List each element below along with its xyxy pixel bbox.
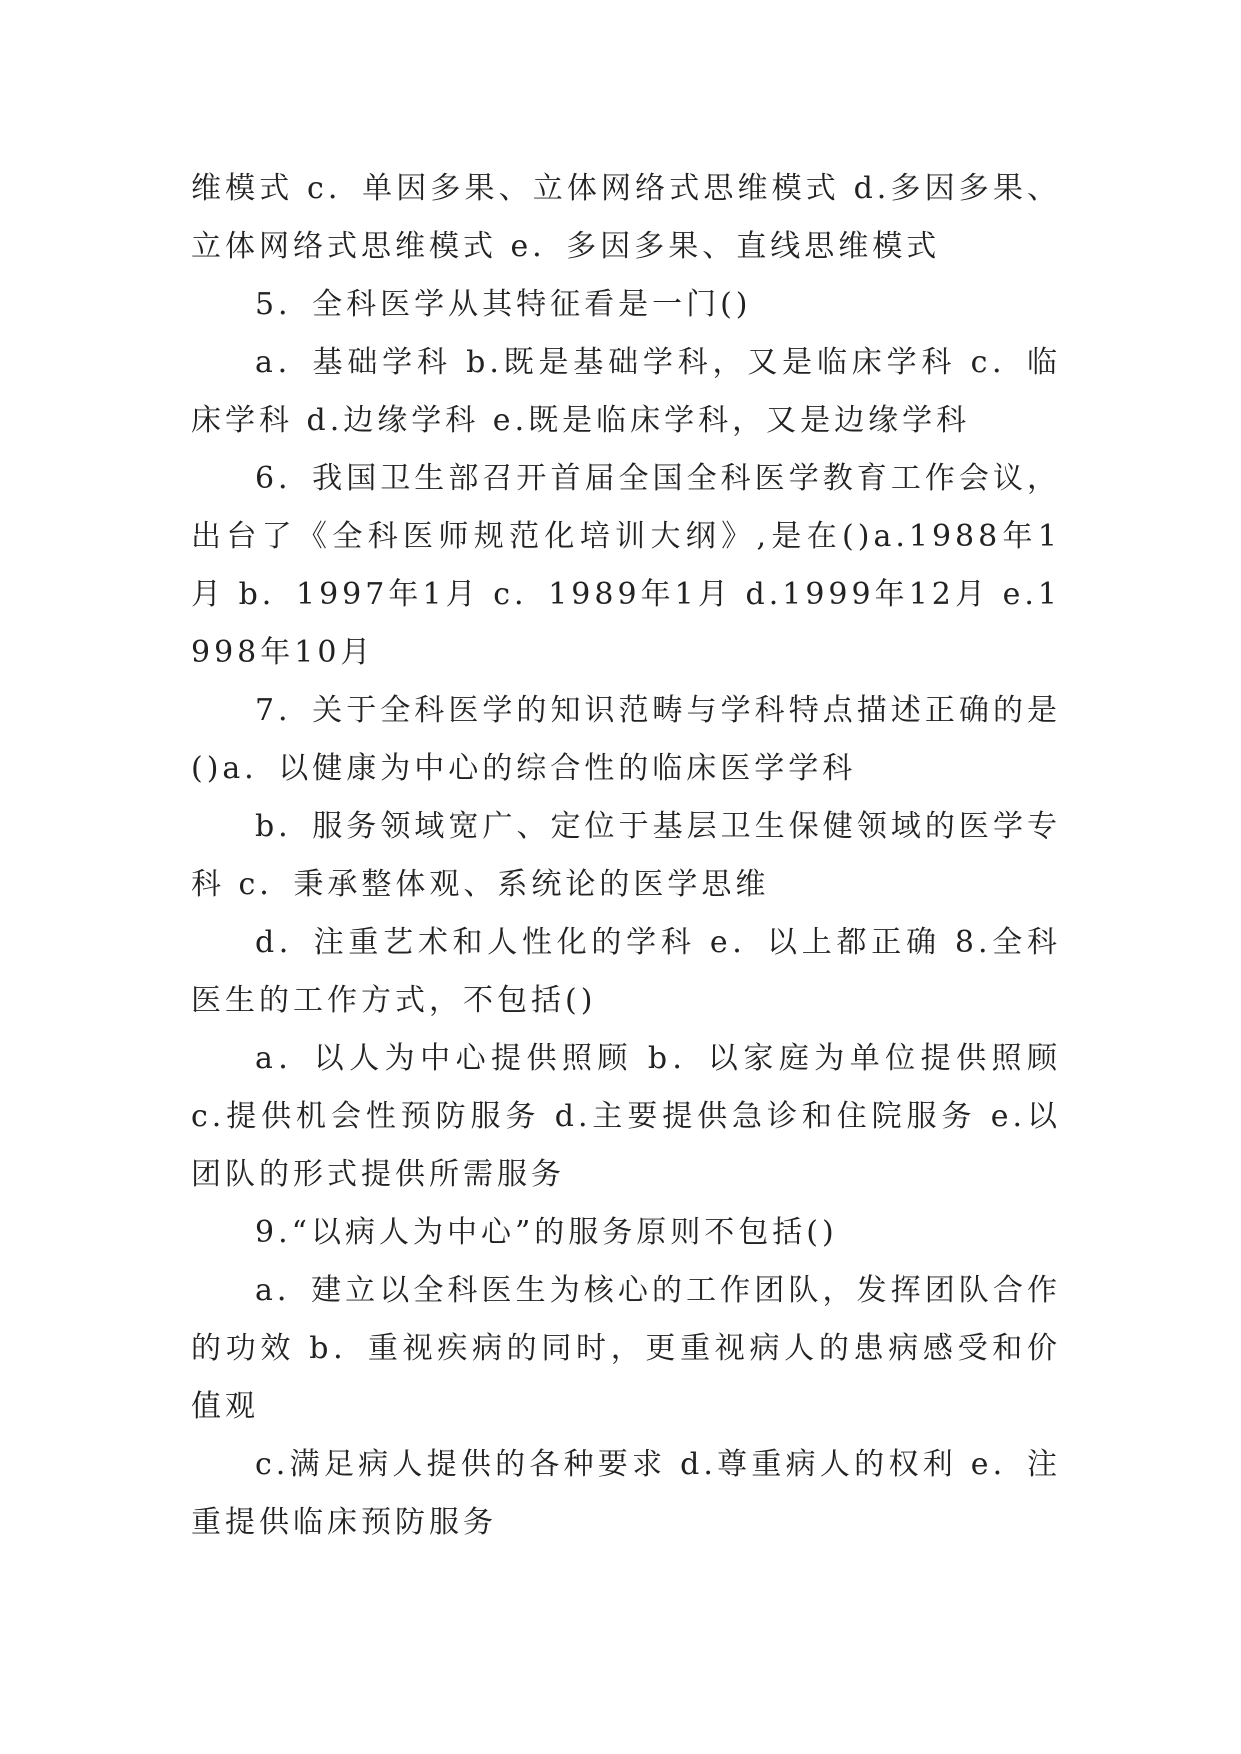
question-6: 6．我国卫生部召开首届全国全科医学教育工作会议，出台了《全科医师规范化培训大纲》,是在()a.1988年1月 b．1997年1月 c．1989年1月 d.1999年12月 e.1998年10月 — [191, 461, 1061, 670]
document-page — [191, 160, 1061, 1552]
question-5: 5．全科医学从其特征看是一门() — [255, 287, 752, 322]
question-7-options-b-c: b．服务领域宽广、定位于基层卫生保健领域的医学专科 c．秉承整体观、系统论的医学思维 — [191, 809, 1061, 902]
question-5-options: a．基础学科 b.既是基础学科，又是临床学科 c．临床学科 d.边缘学科 e.既是临床学科，又是边缘学科 — [191, 345, 1061, 438]
question-9: 9.“以病人为中心”的服务原则不包括() — [255, 1215, 838, 1250]
question-7-options-d-e-question-8: d．注重艺术和人性化的学科 e．以上都正确 8.全科医生的工作方式，不包括() — [191, 925, 1061, 1018]
question-9-options-c-e: c.满足病人提供的各种要求 d.尊重病人的权利 e．注重提供临床预防服务 — [191, 1447, 1061, 1540]
question-9-options-a-b: a．建立以全科医生为核心的工作团队，发挥团队合作的功效 b．重视疾病的同时，更重视病人的患病感受和价值观 — [191, 1273, 1061, 1424]
question-7: 7．关于全科医学的知识范畴与学科特点描述正确的是()a．以健康为中心的综合性的临床医学学科 — [191, 693, 1061, 786]
paragraph-thinking-models: 维模式 c．单因多果、立体网络式思维模式 d.多因多果、立体网络式思维模式 e．多因多果、直线思维模式 — [191, 171, 1061, 264]
question-8-options: a．以人为中心提供照顾 b．以家庭为单位提供照顾 c.提供机会性预防服务 d.主要提供急诊和住院服务 e.以团队的形式提供所需服务 — [191, 1041, 1061, 1192]
